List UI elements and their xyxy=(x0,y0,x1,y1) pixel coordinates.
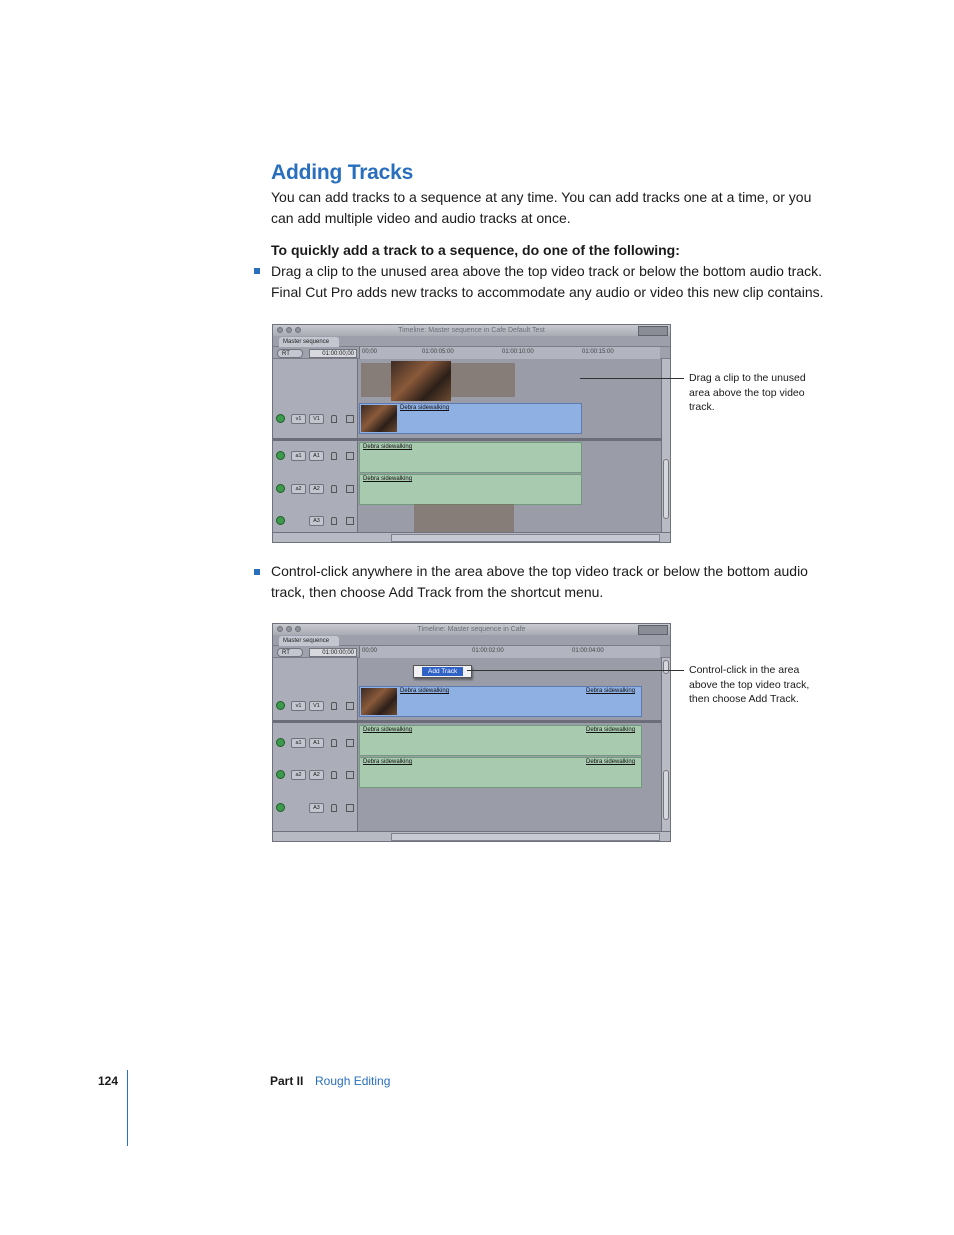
dragged-clip-thumbnail[interactable] xyxy=(391,361,451,401)
clip-name: Debra sidewalking xyxy=(363,727,413,733)
tab-master-sequence[interactable]: Master sequence xyxy=(279,337,339,347)
timecode-field[interactable]: 01:00:00;00 xyxy=(309,349,357,358)
window-titlebar xyxy=(273,325,670,336)
track-area[interactable] xyxy=(273,359,670,532)
lock-icon[interactable] xyxy=(331,702,337,710)
video-clip[interactable] xyxy=(359,686,642,717)
source-a2-button[interactable]: a2 xyxy=(291,484,306,494)
sequence-tabbar xyxy=(273,635,670,646)
window-titlebar xyxy=(273,624,670,635)
vertical-scrollbar[interactable] xyxy=(661,658,670,831)
visibility-toggle-icon[interactable] xyxy=(276,414,285,423)
destination-a2-button[interactable]: A2 xyxy=(309,770,324,780)
task-heading: To quickly add a track to a sequence, do one of the following: xyxy=(271,242,680,258)
timeline-ruler xyxy=(273,347,670,359)
clip-name: Debra sidewalking xyxy=(586,688,636,694)
horizontal-scrollbar[interactable] xyxy=(391,833,660,841)
bullet-drag-clip: Drag a clip to the unused area above the top video track or below the bottom audio track. Final Cut Pro adds new tracks to accommodate any audio or video this new clip contains. xyxy=(271,263,824,300)
rt-menu-button[interactable]: RT xyxy=(277,349,303,358)
window-controls[interactable] xyxy=(277,327,301,333)
audio-clip-a1[interactable] xyxy=(359,725,642,756)
window-title: Timeline: Master sequence in Cafe Default Test xyxy=(398,327,545,334)
footer-part: Part II xyxy=(270,1074,304,1088)
clip-name: Debra sidewalking xyxy=(400,688,450,694)
scroll-thumb[interactable] xyxy=(663,660,669,674)
section-title: Adding Tracks xyxy=(271,161,414,184)
footer-rule xyxy=(127,1070,128,1146)
timeline-ruler xyxy=(273,646,670,658)
clip-name: Debra sidewalking xyxy=(363,444,413,450)
window-title: Timeline: Master sequence in Cafe xyxy=(417,626,526,633)
audio-clip-a1[interactable] xyxy=(359,442,582,473)
callout-drag: Drag a clip to the unused area above the top video track. xyxy=(689,372,806,413)
ruler-tick: 01:00:04:00 xyxy=(572,648,604,654)
source-v1-button[interactable]: v1 xyxy=(291,701,306,711)
clip-thumbnail xyxy=(361,405,397,432)
auto-select-icon[interactable] xyxy=(346,517,354,525)
ruler-tick: 00;00 xyxy=(362,349,378,355)
timeline-bottom-bar xyxy=(273,831,670,841)
bullet-marker xyxy=(254,268,260,274)
auto-select-icon[interactable] xyxy=(346,771,354,779)
source-v1-button[interactable]: v1 xyxy=(291,414,306,424)
zoom-control[interactable] xyxy=(638,625,668,635)
source-a2-button[interactable]: a2 xyxy=(291,770,306,780)
scroll-thumb[interactable] xyxy=(663,770,669,820)
lock-icon[interactable] xyxy=(331,452,337,460)
audible-toggle-icon[interactable] xyxy=(276,451,285,460)
new-track-ghost xyxy=(414,504,514,532)
clip-thumbnail xyxy=(361,688,397,715)
vertical-scrollbar[interactable] xyxy=(661,359,670,532)
auto-select-icon[interactable] xyxy=(346,415,354,423)
shortcut-menu xyxy=(413,665,472,678)
auto-select-icon[interactable] xyxy=(346,702,354,710)
lock-icon[interactable] xyxy=(331,415,337,423)
source-a1-button[interactable]: a1 xyxy=(291,451,306,461)
track-a1-controls xyxy=(276,738,354,748)
auto-select-icon[interactable] xyxy=(346,485,354,493)
auto-select-icon[interactable] xyxy=(346,452,354,460)
zoom-control[interactable] xyxy=(638,326,668,336)
ruler-tick: 01:00:10:00 xyxy=(502,349,534,355)
track-a3-controls xyxy=(276,803,354,813)
video-audio-divider[interactable] xyxy=(273,720,661,723)
audible-toggle-icon[interactable] xyxy=(276,738,285,747)
bullet-marker xyxy=(254,569,260,575)
ruler-tick: 01:00:15:00 xyxy=(582,349,614,355)
time-ruler[interactable] xyxy=(359,646,660,658)
audible-toggle-icon[interactable] xyxy=(276,803,285,812)
track-a3-controls xyxy=(276,516,354,526)
lock-icon[interactable] xyxy=(331,804,337,812)
track-v1-controls xyxy=(276,701,354,711)
tab-master-sequence[interactable]: Master sequence xyxy=(279,636,339,646)
destination-a1-button[interactable]: A1 xyxy=(309,451,324,461)
callout-leader-line xyxy=(580,378,684,379)
destination-a2-button[interactable]: A2 xyxy=(309,484,324,494)
track-a2-controls xyxy=(276,484,354,494)
audible-toggle-icon[interactable] xyxy=(276,770,285,779)
audio-clip-a2[interactable] xyxy=(359,757,642,788)
lock-icon[interactable] xyxy=(331,485,337,493)
ruler-tick: 01:00:02:00 xyxy=(472,648,504,654)
clip-name: Debra sidewalking xyxy=(363,476,413,482)
window-controls[interactable] xyxy=(277,626,301,632)
rt-menu-button[interactable]: RT xyxy=(277,648,303,657)
clip-name: Debra sidewalking xyxy=(586,759,636,765)
sequence-tabbar xyxy=(273,336,670,347)
ruler-tick: 00;00 xyxy=(362,648,378,654)
video-clip[interactable] xyxy=(359,403,582,434)
timeline-window-drag xyxy=(272,324,671,543)
timecode-field[interactable]: 01:00:00;00 xyxy=(309,648,357,657)
video-audio-divider[interactable] xyxy=(273,438,661,441)
lock-icon[interactable] xyxy=(331,739,337,747)
callout-control-click: Control-click in the area above the top video track, then choose Add Track. xyxy=(689,664,810,705)
track-v1-controls xyxy=(276,414,354,424)
timeline-bottom-bar xyxy=(273,532,670,542)
menu-item-add-track[interactable]: Add Track xyxy=(422,667,463,676)
callout-leader-line xyxy=(467,670,684,671)
page-number: 124 xyxy=(98,1074,119,1088)
destination-v1-button[interactable]: V1 xyxy=(309,414,324,424)
scroll-thumb[interactable] xyxy=(663,459,669,519)
intro-paragraph: You can add tracks to a sequence at any time. You can add tracks one at a time, or you can add multiple video and audio tracks at once. xyxy=(271,189,812,226)
visibility-toggle-icon[interactable] xyxy=(276,701,285,710)
destination-v1-button[interactable]: V1 xyxy=(309,701,324,711)
track-a2-controls xyxy=(276,770,354,780)
destination-a3-button[interactable]: A3 xyxy=(309,803,324,813)
destination-a1-button[interactable]: A1 xyxy=(309,738,324,748)
lock-icon[interactable] xyxy=(331,517,337,525)
time-ruler[interactable] xyxy=(359,347,660,359)
horizontal-scrollbar[interactable] xyxy=(391,534,660,542)
clip-name: Debra sidewalking xyxy=(363,759,413,765)
track-area[interactable] xyxy=(273,658,670,831)
audible-toggle-icon[interactable] xyxy=(276,516,285,525)
source-a1-button[interactable]: a1 xyxy=(291,738,306,748)
audible-toggle-icon[interactable] xyxy=(276,484,285,493)
track-controls-column xyxy=(273,359,358,532)
track-a1-controls xyxy=(276,451,354,461)
lock-icon[interactable] xyxy=(331,771,337,779)
timeline-window-control-click xyxy=(272,623,671,842)
destination-a3-button[interactable]: A3 xyxy=(309,516,324,526)
bullet-control-click: Control-click anywhere in the area above the top video track or below the bottom audio track, then choose Add Track from the shortcut menu. xyxy=(271,563,808,600)
auto-select-icon[interactable] xyxy=(346,739,354,747)
footer-chapter: Rough Editing xyxy=(315,1074,391,1088)
clip-name: Debra sidewalking xyxy=(400,405,450,411)
auto-select-icon[interactable] xyxy=(346,804,354,812)
ruler-tick: 01:00:05:00 xyxy=(422,349,454,355)
audio-clip-a2[interactable] xyxy=(359,474,582,505)
clip-name: Debra sidewalking xyxy=(586,727,636,733)
